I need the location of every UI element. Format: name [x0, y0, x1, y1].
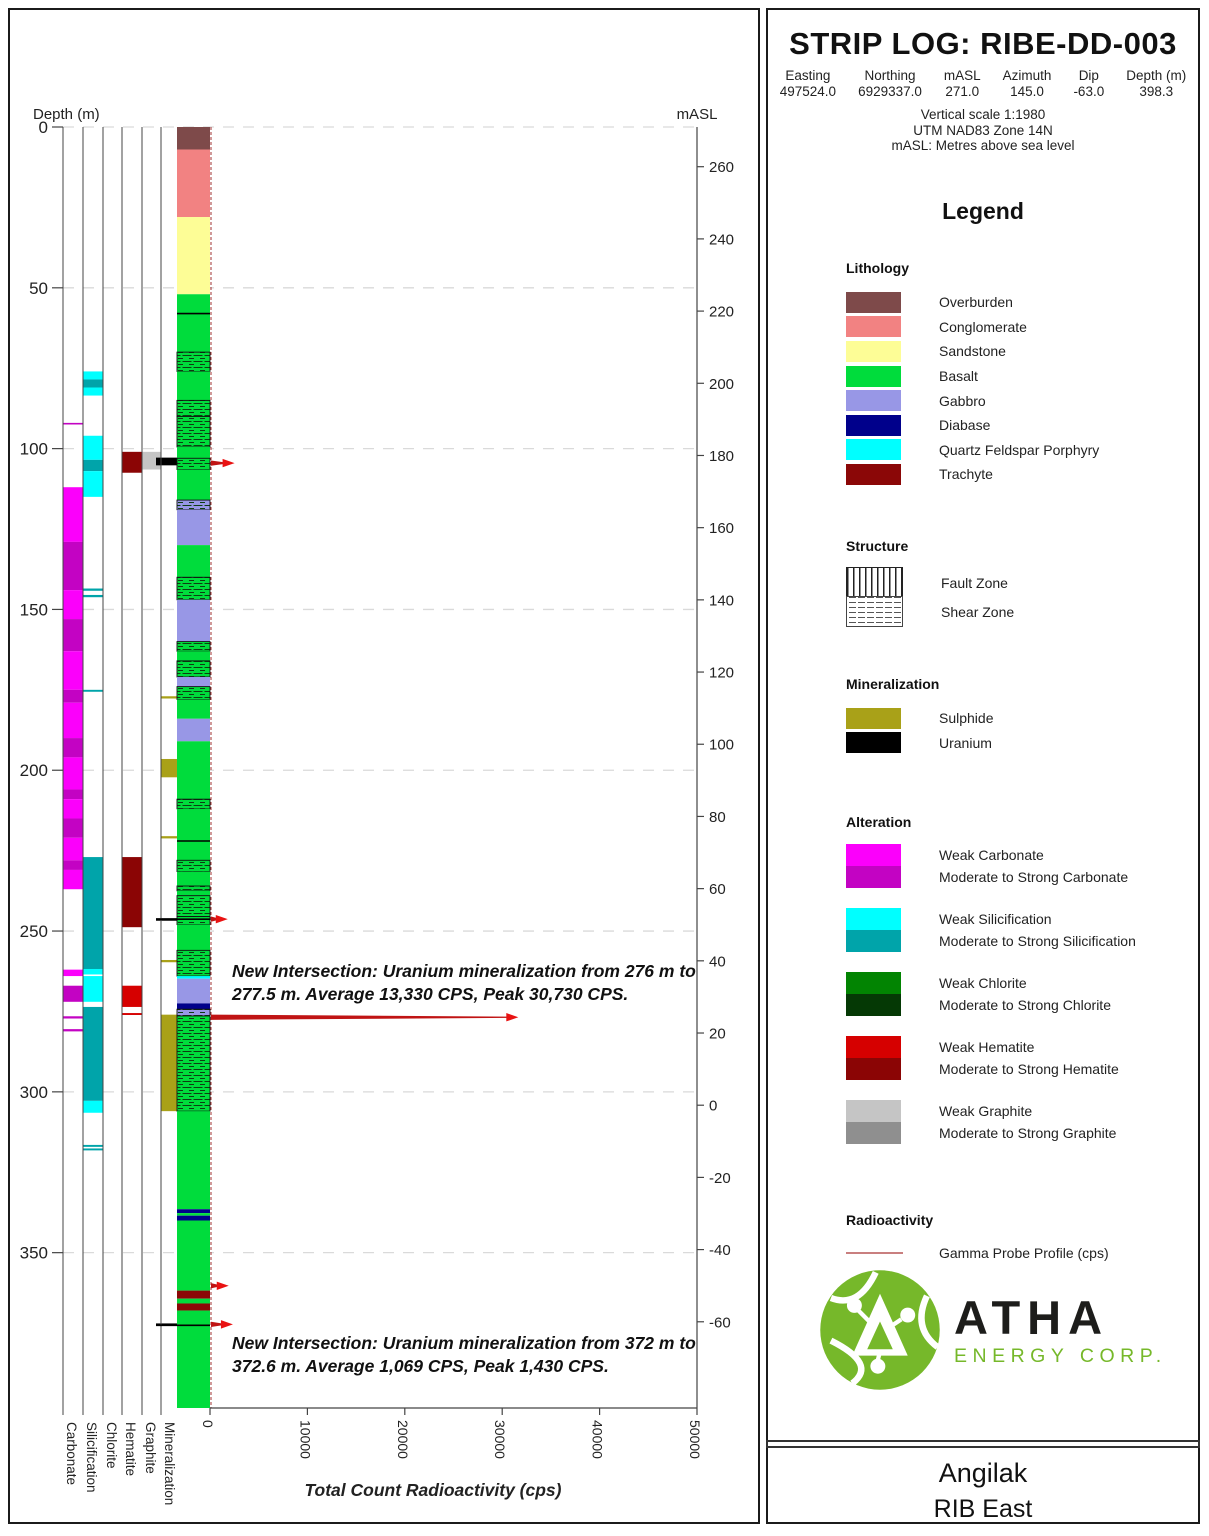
- track-header-label: Graphite: [143, 1422, 158, 1474]
- alteration-interval-silicification: [84, 371, 103, 379]
- alteration-interval-silicification: [84, 857, 103, 969]
- lithology-interval: [177, 699, 210, 718]
- shear-zone-overlay: [177, 642, 210, 652]
- shear-zone-overlay: [177, 886, 210, 891]
- lithology-interval: [177, 470, 210, 501]
- collar-field-label: Dip: [1078, 68, 1099, 83]
- lithology-swatch: [846, 415, 901, 436]
- alteration-interval-carbonate: [64, 590, 83, 619]
- alteration-strong-label: Moderate to Strong Silicification: [939, 933, 1136, 949]
- strip-log-chart: [10, 10, 758, 1522]
- mineralization-label: Sulphide: [939, 710, 994, 727]
- collar-field: [944, 68, 981, 99]
- lithology-label: Quartz Feldspar Porphyry: [939, 441, 1100, 458]
- collar-field-value: -63.0: [1073, 84, 1105, 99]
- alteration-interval-carbonate: [64, 487, 83, 542]
- structure-label: Shear Zone: [941, 603, 1015, 620]
- masl-tick-label: 140: [709, 592, 735, 610]
- mineralization-legend-item: [846, 706, 994, 731]
- alteration-interval-silicification: [84, 388, 103, 396]
- structure-header: Structure: [846, 538, 909, 554]
- title-note: UTM NAD83 Zone 14N: [913, 122, 1053, 138]
- lithology-swatch: [846, 464, 901, 485]
- track-header-label: Carbonate: [64, 1422, 79, 1486]
- collar-field-label: Azimuth: [1002, 68, 1052, 83]
- alteration-swatch-pair: [846, 972, 901, 1016]
- alteration-interval-silicification: [84, 460, 103, 471]
- mineralization-label: Uranium: [939, 734, 992, 751]
- lithology-interval: [177, 545, 210, 577]
- lithology-interval: [177, 979, 210, 1004]
- depth-tick-label: 100: [19, 439, 48, 459]
- alteration-legend-item: [846, 1100, 1136, 1144]
- lithology-interval: [177, 872, 210, 886]
- page-title: STRIP LOG: RIBE-DD-003: [789, 26, 1177, 61]
- alteration-weak-label: Weak Graphite: [939, 1103, 1033, 1119]
- masl-tick-label: 180: [709, 447, 735, 465]
- title-notes: [768, 107, 1198, 154]
- alteration-weak-label: Weak Hematite: [939, 1039, 1035, 1055]
- legend-title: Legend: [942, 198, 1024, 224]
- title-note: mASL: Metres above sea level: [891, 138, 1075, 153]
- alteration-legend-item: [846, 972, 1136, 1016]
- company-logo-row: [816, 1266, 1176, 1394]
- legend-section-structure: [846, 538, 1014, 626]
- lithology-interval: [177, 600, 210, 642]
- company-name: ATHA: [954, 1290, 1110, 1344]
- alteration-labels: [939, 908, 1136, 952]
- lithology-label: Sandstone: [939, 343, 1006, 360]
- annotation-intersection-372m: New Intersection: Uranium mineralization from 372 m to 372.6 m. Average 1,069 CPS, Peak 1,430 CPS.: [232, 1333, 696, 1376]
- mineralization-interval-uranium: [156, 458, 177, 466]
- collar-fields: [768, 68, 1198, 99]
- alteration-swatch-strong: [846, 866, 901, 888]
- alteration-swatch-strong: [846, 994, 901, 1016]
- gamma-spike-arrow-icon: [217, 1282, 229, 1290]
- lithology-interval: [177, 1220, 210, 1290]
- lithology-legend-item: [846, 413, 1099, 438]
- radioactivity-header: Radioactivity: [846, 1212, 934, 1228]
- alteration-swatch-strong: [846, 930, 901, 952]
- alteration-interval-carbonate: [64, 870, 83, 889]
- depth-tick-label: 0: [38, 118, 48, 137]
- lithology-interval: [177, 1209, 210, 1213]
- depth-tick-label: 50: [29, 278, 48, 298]
- lithology-interval: [177, 1299, 210, 1304]
- lithology-interval: [177, 217, 210, 294]
- shear-zone-overlay: [177, 799, 210, 809]
- lithology-interval: [177, 1303, 210, 1310]
- lithology-interval: [177, 447, 210, 458]
- lithology-legend-item: [846, 462, 1099, 487]
- alteration-interval-silicification: [84, 379, 103, 387]
- masl-tick-label: 0: [709, 1097, 718, 1115]
- masl-tick-label: 260: [709, 159, 735, 177]
- cps-tick-label: 0: [200, 1420, 216, 1428]
- structure-label: Fault Zone: [941, 574, 1008, 591]
- alteration-labels: [939, 1036, 1119, 1080]
- alteration-swatch-weak: [846, 1100, 901, 1122]
- alteration-interval-hematite: [123, 857, 142, 927]
- alteration-interval-silicification: [84, 1145, 103, 1147]
- alteration-interval-silicification: [84, 1101, 103, 1113]
- shear-zone-overlay: [177, 458, 210, 469]
- gamma-spike-arrow-icon: [506, 1013, 518, 1021]
- collar-field: [1126, 68, 1186, 99]
- alteration-interval-carbonate: [64, 703, 83, 738]
- collar-field: [1003, 68, 1052, 99]
- shear-zone-overlay: [177, 1016, 210, 1111]
- alteration-legend-item: [846, 908, 1136, 952]
- cps-tick-label: 20000: [394, 1420, 411, 1459]
- alteration-interval-carbonate: [64, 1016, 83, 1018]
- lithology-interval: [177, 1213, 210, 1216]
- alteration-interval-carbonate: [64, 1029, 83, 1031]
- masl-tick-label: -20: [709, 1169, 731, 1187]
- lithology-legend-item: [846, 290, 1099, 315]
- track-header-label: Chlorite: [104, 1422, 119, 1469]
- lithology-interval: [177, 651, 210, 661]
- alteration-legend-item: [846, 1036, 1136, 1080]
- alteration-interval-carbonate: [64, 818, 83, 837]
- depth-tick-label: 150: [19, 600, 48, 620]
- alteration-swatch-strong: [846, 1058, 901, 1080]
- depth-tick-label: 200: [19, 761, 48, 781]
- lithology-label: Gabbro: [939, 392, 986, 409]
- shear-zone-overlay: [177, 400, 210, 416]
- project-title-box: [768, 1446, 1198, 1524]
- alteration-interval-silicification: [84, 595, 103, 597]
- alteration-interval-carbonate: [64, 738, 83, 757]
- legend-section-mineralization: [846, 676, 994, 755]
- cps-tick-label: 40000: [589, 1420, 606, 1459]
- lithology-interval: [177, 1291, 210, 1299]
- depth-tick-label: 250: [19, 922, 48, 942]
- masl-tick-label: 60: [709, 881, 726, 899]
- masl-tick-label: 220: [709, 303, 735, 321]
- legend-section-alteration: [846, 814, 1136, 1164]
- lithology-interval: [177, 809, 210, 860]
- lithology-interval: [177, 150, 210, 218]
- alteration-swatch-pair: [846, 1036, 901, 1080]
- atha-logo-icon: [816, 1266, 944, 1394]
- collar-field-value: 398.3: [1139, 84, 1174, 99]
- lithology-legend-item: [846, 438, 1099, 463]
- collar-field-label: Depth (m): [1126, 68, 1187, 83]
- masl-tick-label: -40: [709, 1242, 731, 1260]
- shear-zone-overlay: [177, 500, 210, 510]
- mineralization-swatch: [846, 708, 901, 729]
- shear-zone-overlay: [177, 860, 210, 871]
- alteration-swatch-pair: [846, 908, 901, 952]
- alteration-swatch-strong: [846, 1122, 901, 1144]
- alteration-interval-carbonate: [64, 986, 83, 1002]
- shear-zone-overlay: [177, 1009, 210, 1016]
- lithology-legend-item: [846, 364, 1099, 389]
- masl-tick-label: 40: [709, 953, 726, 971]
- alteration-strong-label: Moderate to Strong Chlorite: [939, 997, 1111, 1013]
- track-header-label: Mineralization: [162, 1422, 177, 1506]
- fault-swatch: [846, 567, 903, 598]
- alteration-legend-item: [846, 844, 1136, 888]
- lithology-swatch: [846, 316, 901, 337]
- collar-field: [1073, 68, 1104, 99]
- lithology-legend-item: [846, 315, 1099, 340]
- alteration-interval-carbonate: [64, 970, 83, 976]
- gamma-spike: [211, 1015, 509, 1020]
- lithology-label: Conglomerate: [939, 318, 1027, 335]
- shear-zone-overlay: [177, 661, 210, 677]
- alteration-interval-silicification: [84, 589, 103, 591]
- masl-tick-label: 20: [709, 1025, 726, 1043]
- shear-zone-overlay: [177, 352, 210, 371]
- mineralization-interval-sulphide: [162, 960, 178, 962]
- alteration-weak-label: Weak Chlorite: [939, 975, 1027, 991]
- lithology-interval: [177, 741, 210, 799]
- alteration-labels: [939, 844, 1128, 888]
- shear-zone-overlay: [177, 950, 210, 976]
- alteration-interval-carbonate: [64, 860, 83, 870]
- alteration-strong-label: Moderate to Strong Graphite: [939, 1125, 1117, 1141]
- alteration-interval-carbonate: [64, 690, 83, 703]
- mineralization-interval-sulphide: [162, 1015, 178, 1111]
- collar-field: [858, 68, 922, 99]
- lithology-interval: [177, 371, 210, 400]
- lithology-swatch: [846, 341, 901, 362]
- masl-axis-title: mASL: [676, 106, 718, 123]
- lithology-label: Diabase: [939, 417, 991, 434]
- annotation-intersection-276m: New Intersection: Uranium mineralization from 276 m to 277.5 m. Average 13,330 CPS, Peak 30,730 CPS.: [232, 961, 696, 1004]
- shear-zone-overlay: [177, 896, 210, 917]
- gamma-legend-row: [846, 1242, 1109, 1264]
- alteration-swatch-weak: [846, 1036, 901, 1058]
- depth-tick-label: 300: [19, 1082, 48, 1102]
- alteration-interval-carbonate: [64, 423, 83, 425]
- lithology-interval: [177, 891, 210, 896]
- cps-tick-label: 50000: [687, 1420, 703, 1459]
- lithology-header: Lithology: [846, 260, 909, 276]
- track-header-label: Hematite: [123, 1422, 138, 1477]
- title-block: [768, 26, 1198, 154]
- alteration-interval-silicification: [84, 436, 103, 460]
- lithology-interval: [177, 510, 210, 545]
- lithology-interval: [177, 976, 210, 979]
- lithology-label: Basalt: [939, 368, 978, 385]
- track-header-label: Silicification: [84, 1422, 99, 1493]
- gamma-spike-arrow-icon: [223, 459, 235, 467]
- lithology-interval: [177, 719, 210, 742]
- mineralization-header: Mineralization: [846, 676, 940, 692]
- alteration-header: Alteration: [846, 814, 912, 830]
- alteration-interval-silicification: [84, 976, 103, 1002]
- lithology-interval: [177, 677, 210, 687]
- shear-zone-overlay: [177, 687, 210, 700]
- strip-log-plot-panel: [8, 8, 760, 1524]
- alteration-swatch-weak: [846, 908, 901, 930]
- collar-field-value: 145.0: [1010, 84, 1044, 99]
- alteration-interval-carbonate: [64, 619, 83, 651]
- legend-section-lithology: [846, 260, 1099, 487]
- alteration-labels: [939, 1100, 1116, 1144]
- depth-tick-label: 350: [19, 1243, 48, 1263]
- company-subname: ENERGY CORP.: [954, 1344, 1167, 1367]
- alteration-swatch-pair: [846, 1100, 901, 1144]
- alteration-interval-carbonate: [64, 799, 83, 818]
- lithology-interval: [177, 1111, 210, 1209]
- masl-tick-label: 100: [709, 736, 735, 754]
- lithology-swatch: [846, 390, 901, 411]
- collar-field-label: Northing: [864, 68, 916, 83]
- masl-tick-label: 160: [709, 520, 735, 538]
- alteration-interval-silicification: [84, 1148, 103, 1150]
- cps-tick-label: 10000: [297, 1420, 314, 1459]
- alteration-swatch-weak: [846, 844, 901, 866]
- alteration-interval-hematite: [123, 986, 142, 1007]
- collar-field: [780, 68, 836, 99]
- shear-swatch: [846, 596, 903, 627]
- lithology-interval: [177, 294, 210, 352]
- legend-section-radioactivity: [846, 1212, 1109, 1264]
- mineralization-swatch: [846, 732, 901, 753]
- depth-axis-title: Depth (m): [33, 106, 100, 123]
- alteration-interval-hematite: [123, 452, 142, 473]
- alteration-interval-carbonate: [64, 542, 83, 590]
- alteration-swatch-pair: [846, 844, 901, 888]
- cps-tick-label: 30000: [492, 1420, 509, 1459]
- gamma-legend-label: Gamma Probe Profile (cps): [939, 1245, 1109, 1261]
- alteration-interval-silicification: [84, 1007, 103, 1101]
- lithology-swatch: [846, 439, 901, 460]
- lithology-label: Trachyte: [939, 466, 993, 483]
- masl-tick-label: 80: [709, 808, 726, 826]
- alteration-weak-label: Weak Silicification: [939, 911, 1052, 927]
- mineralization-interval-sulphide: [162, 759, 178, 777]
- shear-zone-overlay: [177, 917, 210, 925]
- cps-axis-title: Total Count Radioactivity (cps): [304, 1480, 562, 1500]
- project-area: RIB East: [933, 1495, 1033, 1523]
- shear-zone-overlay: [177, 416, 210, 447]
- alteration-interval-silicification: [84, 969, 103, 974]
- alteration-swatch-weak: [846, 972, 901, 994]
- lithology-label: Overburden: [939, 294, 1013, 311]
- gamma-line-swatch: [846, 1252, 903, 1254]
- masl-tick-label: 200: [709, 375, 735, 393]
- lithology-legend-item: [846, 339, 1099, 364]
- legend-panel: [766, 8, 1200, 1524]
- alteration-interval-carbonate: [64, 757, 83, 789]
- masl-tick-label: -60: [709, 1314, 731, 1332]
- project-name: Angilak: [938, 1458, 1028, 1488]
- lithology-legend-item: [846, 388, 1099, 413]
- mineralization-interval-sulphide: [162, 696, 178, 698]
- shear-zone-overlay: [177, 577, 210, 600]
- structure-legend-item: [846, 568, 1014, 597]
- alteration-interval-silicification: [84, 471, 103, 497]
- alteration-interval-carbonate: [64, 838, 83, 861]
- structure-legend-item: [846, 597, 1014, 626]
- mineralization-legend-item: [846, 731, 994, 756]
- collar-field-label: Easting: [785, 68, 831, 83]
- lithology-interval: [177, 1003, 210, 1009]
- alteration-interval-hematite: [123, 1013, 142, 1015]
- lithology-interval: [177, 1216, 210, 1221]
- alteration-interval-carbonate: [64, 651, 83, 690]
- gamma-spike-arrow-icon: [221, 1320, 233, 1328]
- alteration-strong-label: Moderate to Strong Hematite: [939, 1061, 1119, 1077]
- mineralization-interval-sulphide: [162, 836, 178, 838]
- collar-field-value: 497524.0: [779, 84, 837, 99]
- alteration-weak-label: Weak Carbonate: [939, 847, 1044, 863]
- alteration-strong-label: Moderate to Strong Carbonate: [939, 869, 1129, 885]
- collar-field-label: mASL: [943, 68, 981, 83]
- gamma-spike-arrow-icon: [216, 915, 228, 923]
- lithology-interval: [177, 925, 210, 951]
- alteration-interval-silicification: [84, 690, 103, 692]
- lithology-swatch: [846, 292, 901, 313]
- company-wordmark: [954, 1290, 1167, 1368]
- masl-tick-label: 120: [709, 664, 735, 682]
- lithology-swatch: [846, 366, 901, 387]
- lithology-interval: [177, 127, 210, 150]
- collar-field-value: 271.0: [945, 84, 980, 99]
- masl-tick-label: 240: [709, 231, 735, 249]
- collar-field-value: 6929337.0: [858, 84, 922, 99]
- alteration-interval-carbonate: [64, 790, 83, 800]
- title-note: Vertical scale 1:1980: [920, 107, 1046, 122]
- alteration-labels: [939, 972, 1111, 1016]
